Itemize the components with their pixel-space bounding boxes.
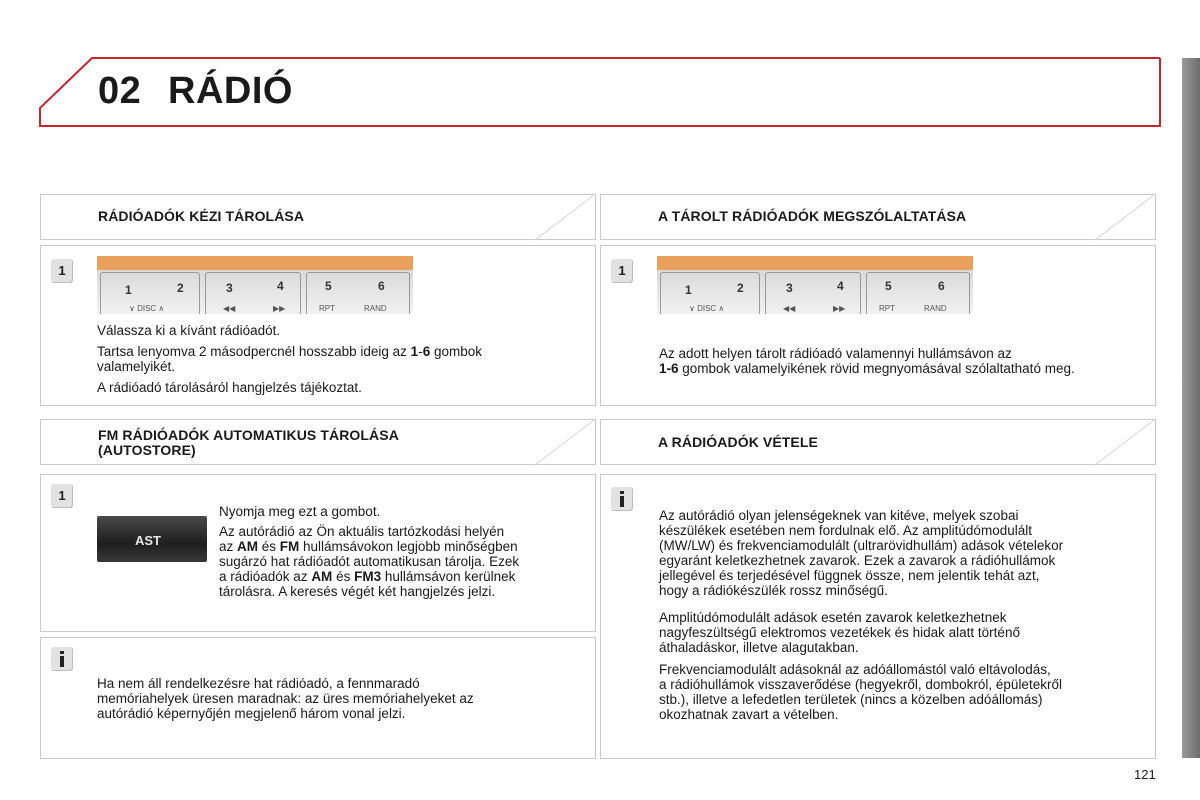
bold-run: FM bbox=[279, 539, 300, 554]
radio-display bbox=[97, 256, 413, 270]
side-tab bbox=[1182, 58, 1200, 758]
disc-label: ∨ DISC ∧ bbox=[129, 304, 165, 313]
info-glyph bbox=[611, 487, 633, 511]
section-title bbox=[98, 428, 399, 458]
title-line: FM RÁDIÓADÓK AUTOMATIKUS TÁROLÁSA bbox=[98, 427, 399, 443]
text-run: autórádió képernyőjén megjelenő három vonal jelzi. bbox=[97, 706, 406, 721]
bold-run: FM3 bbox=[354, 569, 382, 584]
rewind-label: ◀◀ bbox=[783, 304, 796, 313]
recall-text bbox=[659, 346, 1149, 376]
forward-label: ▶▶ bbox=[833, 304, 846, 313]
chapter-number: 02 bbox=[98, 70, 142, 112]
text-run: és bbox=[258, 539, 280, 554]
section-title: A TÁROLT RÁDIÓADÓK MEGSZÓLALTATÁSA bbox=[658, 208, 967, 224]
step-badge: 1 bbox=[611, 259, 633, 283]
preset-key-1: 1 bbox=[125, 283, 132, 297]
text-run: sugárzó hat rádióadót automatikusan tárolja. Ezek bbox=[219, 554, 520, 569]
bold-run: AM bbox=[237, 539, 259, 554]
preset-key-3: 3 bbox=[226, 281, 233, 295]
preset-key-4: 4 bbox=[277, 279, 284, 293]
section-header-manual bbox=[40, 194, 596, 240]
header-corner-decoration bbox=[535, 420, 595, 466]
text-run: nagyfeszültségű elektromos vezetékek és hidak alatt történő bbox=[659, 625, 1020, 640]
ast-button-image bbox=[97, 516, 207, 562]
step-badge: 1 bbox=[51, 259, 73, 283]
manual-text-1: Válassza ki a kívánt rádióadót. bbox=[97, 323, 281, 338]
text-run: hullámsávon kerülnek bbox=[381, 569, 516, 584]
text-run: hogy a rádiókészülék rossz minőségű. bbox=[659, 583, 888, 598]
info-icon bbox=[611, 487, 633, 511]
manual-text-3: A rádióadó tárolásáról hangjelzés tájékoztat. bbox=[97, 380, 362, 395]
text-run: memóriahelyek üresen maradnak: az üres memóriahelyeket az bbox=[97, 691, 474, 706]
section-title: RÁDIÓADÓK KÉZI TÁROLÁSA bbox=[98, 208, 305, 224]
header-corner-decoration bbox=[1095, 420, 1155, 466]
radio-preset-image bbox=[657, 256, 973, 314]
text-run: áthaladáskor, illetve alagutakban. bbox=[659, 640, 859, 655]
text-run: Az autórádió az Ön aktuális tartózkodási helyén bbox=[219, 524, 505, 539]
text-run: valamelyikét. bbox=[97, 359, 176, 374]
step-badge: 1 bbox=[51, 484, 73, 508]
info-icon bbox=[51, 647, 73, 671]
text-run: az bbox=[219, 539, 238, 554]
reception-info-box bbox=[600, 474, 1156, 759]
radio-preset-image bbox=[97, 256, 413, 314]
text-run: Frekvenciamodulált adásoknál az adóállomástól való eltávolodás, bbox=[659, 662, 1051, 677]
preset-key-3: 3 bbox=[786, 281, 793, 295]
recall-content-box bbox=[600, 245, 1156, 406]
reception-text-3 bbox=[659, 662, 1154, 722]
radio-display bbox=[657, 256, 973, 270]
section-header-reception bbox=[600, 419, 1156, 465]
autostore-content-box bbox=[40, 474, 596, 632]
rpt-label: RPT bbox=[879, 304, 895, 313]
text-run: hullámsávokon legjobb minőségben bbox=[299, 539, 518, 554]
bold-run: 1 bbox=[410, 344, 419, 359]
section-header-autostore bbox=[40, 419, 596, 465]
bold-run: 6 bbox=[422, 344, 431, 359]
preset-key-2: 2 bbox=[177, 281, 184, 295]
bold-run: 1-6 bbox=[659, 361, 679, 376]
preset-key-5: 5 bbox=[325, 279, 332, 293]
preset-key-1: 1 bbox=[685, 283, 692, 297]
chapter-title: RÁDIÓ bbox=[168, 70, 293, 112]
manual-text-2 bbox=[97, 344, 577, 374]
info-glyph bbox=[51, 647, 73, 671]
text-run: gombok bbox=[430, 344, 482, 359]
text-run: a rádióhullámok visszaverődése (hegyekről, dombokról, épületekről bbox=[659, 677, 1062, 692]
preset-key-2: 2 bbox=[737, 281, 744, 295]
page-number: 121 bbox=[1134, 767, 1156, 782]
text-run: Tartsa lenyomva 2 másodpercnél hosszabb ideig az bbox=[97, 344, 411, 359]
header-corner-decoration bbox=[1095, 195, 1155, 241]
preset-key-5: 5 bbox=[885, 279, 892, 293]
reception-text-2 bbox=[659, 610, 1154, 655]
rand-label: RAND bbox=[924, 304, 947, 313]
text-run: Az adott helyen tárolt rádióadó valamennyi hullámsávon az bbox=[659, 346, 1012, 361]
autostore-info-text bbox=[97, 676, 577, 721]
autostore-text-1: Nyomja meg ezt a gombot. bbox=[219, 504, 381, 519]
text-run: (MW/LW) és frekvenciamodulált (ultrarövidhullám) adások vételekor bbox=[659, 538, 1064, 553]
text-run: egyaránt keletkezhetnek zavarok. Ezek a zavarok a rádióhullámok bbox=[659, 553, 1056, 568]
text-run: Amplitúdómodulált adások esetén zavarok keletkezhetnek bbox=[659, 610, 1007, 625]
preset-key-6: 6 bbox=[378, 279, 385, 293]
text-run: Az autórádió olyan jelenségeknek van kitéve, melyek szobai bbox=[659, 508, 1019, 523]
rewind-label: ◀◀ bbox=[223, 304, 236, 313]
section-header-recall bbox=[600, 194, 1156, 240]
manual-content-box bbox=[40, 245, 596, 406]
key-group bbox=[205, 272, 301, 314]
header-corner-decoration bbox=[535, 195, 595, 241]
text-run: készülékek esetében nem fordulnak elő. Az amplitúdómodulált bbox=[659, 523, 1032, 538]
title-line: (AUTOSTORE) bbox=[98, 442, 196, 458]
forward-label: ▶▶ bbox=[273, 304, 286, 313]
ast-button-label: AST bbox=[135, 533, 161, 548]
key-group bbox=[765, 272, 861, 314]
text-run: okozhatnak zavart a vételben. bbox=[659, 707, 839, 722]
preset-key-6: 6 bbox=[938, 279, 945, 293]
text-run: - bbox=[418, 344, 423, 359]
disc-label: ∨ DISC ∧ bbox=[689, 304, 725, 313]
rand-label: RAND bbox=[364, 304, 387, 313]
text-run: stb.), illetve a lefedetlen területek (nincs a közelben adóállomás) bbox=[659, 692, 1043, 707]
bold-run: AM bbox=[311, 569, 333, 584]
text-run: Ha nem áll rendelkezésre hat rádióadó, a fennmaradó bbox=[97, 676, 420, 691]
text-run: gombok valamelyikének rövid megnyomásával szólaltatható meg. bbox=[678, 361, 1075, 376]
section-title: A RÁDIÓADÓK VÉTELE bbox=[658, 434, 818, 450]
preset-key-4: 4 bbox=[837, 279, 844, 293]
rpt-label: RPT bbox=[319, 304, 335, 313]
text-run: a rádióadók az bbox=[219, 569, 312, 584]
text-run: és bbox=[332, 569, 355, 584]
reception-text-1 bbox=[659, 508, 1154, 598]
text-run: tárolásra. A keresés végét két hangjelzés jelzi. bbox=[219, 584, 496, 599]
autostore-text-2 bbox=[219, 524, 589, 599]
text-run: jellegével és terjedésével függnek össze, nem jelentik tehát azt, bbox=[659, 568, 1040, 583]
autostore-info-box bbox=[40, 637, 596, 759]
